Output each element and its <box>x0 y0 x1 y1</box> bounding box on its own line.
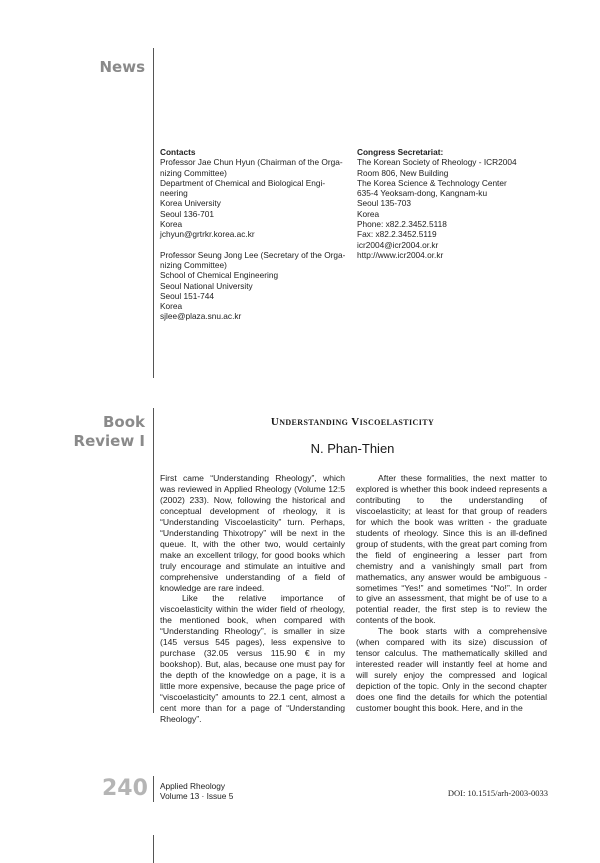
contacts-block <box>160 147 348 322</box>
secretariat-heading: Congress Secretariat: <box>357 147 444 157</box>
contact-email[interactable]: sjlee@plaza.snu.ac.kr <box>160 311 242 322</box>
contact-line: neering <box>160 188 188 199</box>
article-paragraph: First came “Understanding Rheology”, which was reviewed in Applied Rheology (Volume 12:5 (2002) 233). Now, following the historical and conceptual development of rheology, it is “Understanding Viscoelasticity” turn. Perhaps, “Understanding Thixotropy” will be next in the queue. It, with the other two, would certainly make an excellent trilogy, for good books which truly encourage and stimulate an intuitive and comprehensive understanding of a field of knowledge are rare indeed. <box>160 473 345 593</box>
secretariat-fax: Fax: x82.2.3452.5119 <box>357 229 437 240</box>
contact-line: Professor Jae Chun Hyun (Chairman of the Orga- <box>160 157 343 168</box>
secretariat-line: The Korean Society of Rheology - ICR2004 <box>357 157 517 168</box>
article-paragraph: After these formalities, the next matter to explored is whether this book indeed represents a contributing to the understanding of viscoelasticity; at least for that group of readers for which the book was written - the graduate students of rheology. Since this is an ill-defined group of students, with the great part coming from the field of engineering a lesser part from chemistry and a vanishingly small part from mathematics, any answer would be ambiguous - sometimes “Yes!” and sometimes “No!”. In order to give an assessment, that might be of use to a potential reader, the first step is to review the contents of the book. <box>356 473 547 626</box>
secretariat-line: Korea <box>357 208 380 219</box>
secretariat-email[interactable]: icr2004@icr2004.or.kr <box>357 239 439 250</box>
contact-line: Korea <box>160 219 183 230</box>
contact-line: nizing Committee) <box>160 259 227 270</box>
section-label-news: News <box>99 58 145 76</box>
article-column-right <box>356 473 547 714</box>
contact-line: Korea <box>160 301 183 312</box>
secretariat-line: Room 806, New Building <box>357 167 449 178</box>
secretariat-website-link[interactable]: http://www.icr2004.or.kr <box>357 249 444 260</box>
vertical-rule-news <box>153 48 154 378</box>
footer-rule <box>153 776 154 802</box>
secretariat-block <box>357 147 547 260</box>
contact-line: Seoul 151-744 <box>160 290 214 301</box>
contact-line: Seoul National University <box>160 280 253 291</box>
section-label-book-review-line2: Review I <box>73 432 145 450</box>
contact-line: School of Chemical Engineering <box>160 270 279 281</box>
secretariat-line: Seoul 135-703 <box>357 198 411 209</box>
article-paragraph: The book starts with a comprehensive (when compared with its size) discussion of tensor calculus. The mathematically skilled and interested reader will instantly feel at home and will surely enjoy the compressed and logical depiction of the topic. Only in the second chapter does one find the details for which the potential customer bought this book. Here, and in the <box>356 626 547 714</box>
journal-volume-issue: Volume 13 · Issue 5 <box>160 791 234 801</box>
secretariat-line: 635-4 Yeoksam-dong, Kangnam-ku <box>357 188 488 199</box>
vertical-rule-footer <box>153 835 154 863</box>
secretariat-line: The Korea Science & Technology Center <box>357 177 507 188</box>
article-column-left <box>160 473 345 725</box>
article-paragraph: Like the relative importance of viscoelasticity within the wider field of rheology, the mentioned book, when compared with “Understanding Rheology”, is smaller in size (145 versus 545 pages), less expensive to purchase (32.05 versus 115.90 € in my bookshop). But, alas, because one must pay for the depth of the knowledge on a page, it is a little more expensive, because the page price of “viscoelasticity” amounts to 22.1 cent, almost a cent more than for a page of “Understanding Rheology”. <box>160 593 345 724</box>
contact-line: Professor Seung Jong Lee (Secretary of the Orga- <box>160 249 346 260</box>
vertical-rule-review <box>153 408 154 713</box>
doi-link[interactable]: DOI: 10.1515/arh-2003-0033 <box>447 788 548 798</box>
contact-line: nizing Committee) <box>160 167 227 178</box>
journal-name: Applied Rheology <box>160 781 226 791</box>
contact-email[interactable]: jchyun@grtrkr.korea.ac.kr <box>160 229 255 240</box>
contact-line: Department of Chemical and Biological Engi- <box>160 177 326 188</box>
footer-journal <box>160 781 233 801</box>
article-title: Understanding Viscoelasticity <box>270 416 435 428</box>
contact-line: Seoul 136-701 <box>160 208 214 219</box>
contacts-heading: Contacts <box>160 147 196 157</box>
contact-line: Korea University <box>160 198 221 209</box>
secretariat-phone: Phone: x82.2.3452.5118 <box>357 219 447 230</box>
page-number: 240 <box>102 776 148 801</box>
section-label-book-review-line1: Book <box>102 413 145 431</box>
article-author: N. Phan-Thien <box>310 441 395 456</box>
